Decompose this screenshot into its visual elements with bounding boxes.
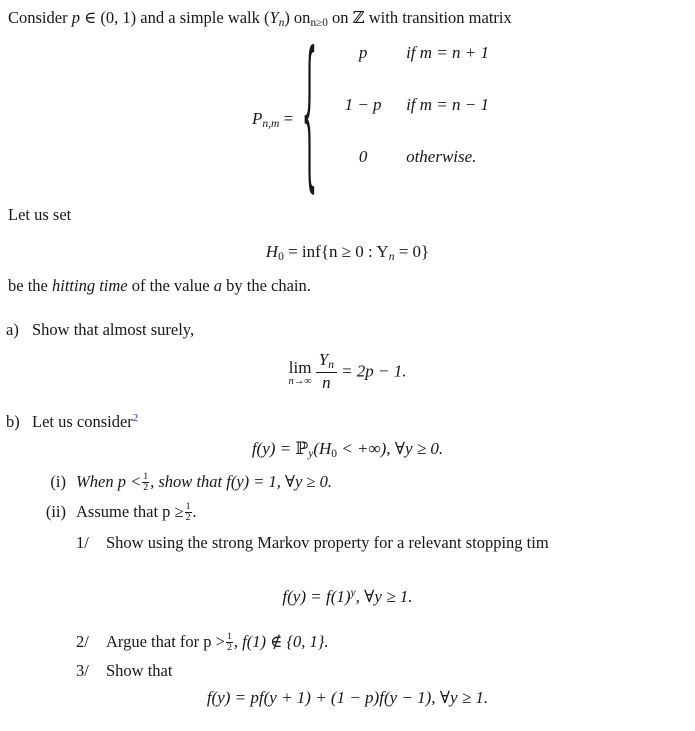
item-step-2-content <box>106 632 329 653</box>
cases-value: 1 − p <box>344 95 382 114</box>
intro-paragraph <box>8 8 512 30</box>
f-power-tail: , ∀y ≥ 1. <box>355 587 413 606</box>
hitting-body-subscript: n <box>388 250 395 264</box>
f-definition-body-subscript: 0 <box>331 447 338 461</box>
hitting-lhs-subscript: 0 <box>278 250 284 264</box>
item-b-i-before: When p < <box>76 472 142 491</box>
fraction-numerator: 1 <box>143 471 149 483</box>
list-item-step-2 <box>76 632 329 653</box>
limit-numerator-subscript: n <box>328 358 335 372</box>
integers-symbol: ℤ <box>352 8 365 27</box>
transition-matrix-cases: $P_{n,m}$ = { p if m = n + 1 1 − p if m = n − 1 0 otherwise. <box>252 24 489 216</box>
hitting-tail: = 0} <box>398 242 430 261</box>
item-marker-b-ii: (ii) <box>45 502 66 521</box>
f-power-lhs: f(y) = f(1) <box>282 587 351 606</box>
item-marker-b: b) <box>6 412 20 431</box>
limit-fraction <box>316 351 337 392</box>
item-step-3-text: Show that <box>106 661 173 680</box>
list-item-b-ii <box>30 502 197 523</box>
item-marker-b-i: (i) <box>50 472 66 491</box>
f-definition-equation <box>0 438 695 462</box>
item-b-i-content <box>76 472 332 493</box>
intro-walk-subscript: n <box>278 17 285 30</box>
fraction-denominator: 2 <box>143 482 149 494</box>
list-item-a <box>6 320 194 341</box>
fraction-one-half <box>226 632 233 653</box>
f-definition-tail: < +∞), ∀y ≥ 0. <box>341 439 444 458</box>
cases-row <box>324 146 489 198</box>
item-b-ii-after: . <box>192 502 197 521</box>
list-item-step-3 <box>76 661 172 682</box>
cases-lhs-symbol: P <box>252 109 263 129</box>
intro-on-word: on <box>331 8 349 27</box>
list-item-step-1 <box>76 533 549 554</box>
intro-walk-symbol: Y <box>269 8 279 27</box>
list-item-b <box>6 412 138 433</box>
hitting-body: = inf{n ≥ 0 : Y <box>288 242 389 261</box>
item-marker-step-3: 3/ <box>76 661 89 680</box>
fraction-one-half <box>142 472 149 493</box>
intro-text-after: ) on <box>284 8 311 27</box>
hitting-time-sentence <box>8 276 311 297</box>
cases-row <box>324 94 489 146</box>
fraction-numerator: 1 <box>226 631 232 643</box>
item-marker-step-1: 1/ <box>76 533 89 552</box>
fraction-numerator: 1 <box>185 501 191 513</box>
f-power-exponent: y <box>350 586 356 600</box>
limit-subscript: n→∞ <box>288 376 312 388</box>
limit-op-label: lim <box>288 358 312 378</box>
cases-condition: otherwise. <box>406 147 477 166</box>
intro-text-before: Consider <box>8 8 68 27</box>
item-marker-step-2: 2/ <box>76 632 89 651</box>
limit-numerator <box>316 351 337 372</box>
limit-denominator: n <box>316 372 337 392</box>
hitting-sentence-before: be the <box>8 276 48 295</box>
item-b-ii-before: Assume that p ≥ <box>76 502 184 521</box>
item-step-2-before: Argue that for p > <box>106 632 225 651</box>
hitting-value-variable: a <box>213 276 222 295</box>
limit-rhs: = 2p − 1. <box>341 361 407 381</box>
cases-row <box>324 42 489 94</box>
intro-variable-p: p <box>71 8 80 27</box>
fraction-one-half <box>185 502 192 523</box>
cases-value: 0 <box>358 147 368 166</box>
intro-interval: ∈ (0, 1) and a simple walk ( <box>84 8 270 27</box>
cases-value: p <box>358 43 368 62</box>
fraction-denominator: 2 <box>226 642 232 654</box>
item-b-ii-content <box>76 502 197 523</box>
cases-lhs <box>252 108 302 132</box>
intro-tail: with transition matrix <box>368 8 512 27</box>
hitting-sentence-after: of the value <box>131 276 210 295</box>
item-b-label: Let us consider <box>32 412 133 431</box>
list-item-b-i <box>30 472 332 493</box>
item-a-text: Show that almost surely, <box>32 320 195 339</box>
cases-lhs-subscript: n,m <box>262 117 280 131</box>
f-definition-body: (H <box>313 439 332 458</box>
limit-numerator-symbol: Y <box>318 350 329 369</box>
fraction-denominator: 2 <box>185 512 191 524</box>
probability-symbol: ℙ <box>295 439 309 459</box>
item-step-2-after: , f(1) ∉ {0, 1}. <box>233 632 329 651</box>
limit-equation <box>0 352 695 393</box>
hitting-time-equation <box>0 241 695 265</box>
limit-operator <box>288 359 311 388</box>
cases-condition: if m = n − 1 <box>406 95 489 114</box>
cases-rows <box>324 42 489 198</box>
recursion-equation: f(y) = pf(y + 1) + (1 − p)f(y − 1), ∀y ≥ 1. <box>206 688 489 707</box>
footnote-reference-2[interactable]: 2 <box>132 412 139 425</box>
item-b-i-after: , show that f(y) = 1, ∀y ≥ 0. <box>150 472 332 491</box>
hitting-lhs: H <box>265 242 279 261</box>
cases-equals: = <box>283 109 294 129</box>
item-step-1-text: Show using the strong Markov property for a relevant stopping tim <box>106 533 549 552</box>
hitting-sentence-end: by the chain. <box>226 276 311 295</box>
f-power-equation <box>0 586 695 607</box>
let-us-set-line: Let us set <box>8 205 72 224</box>
hitting-time-emphasis: hitting time <box>51 276 128 295</box>
probability-subscript: y <box>308 447 314 461</box>
item-marker-a: a) <box>6 320 19 339</box>
f-definition-lhs: f(y) = <box>251 439 292 458</box>
intro-walk-outer-subscript: n≥0 <box>310 17 328 30</box>
cases-condition: if m = n + 1 <box>406 43 489 62</box>
item-b-text <box>32 412 138 433</box>
